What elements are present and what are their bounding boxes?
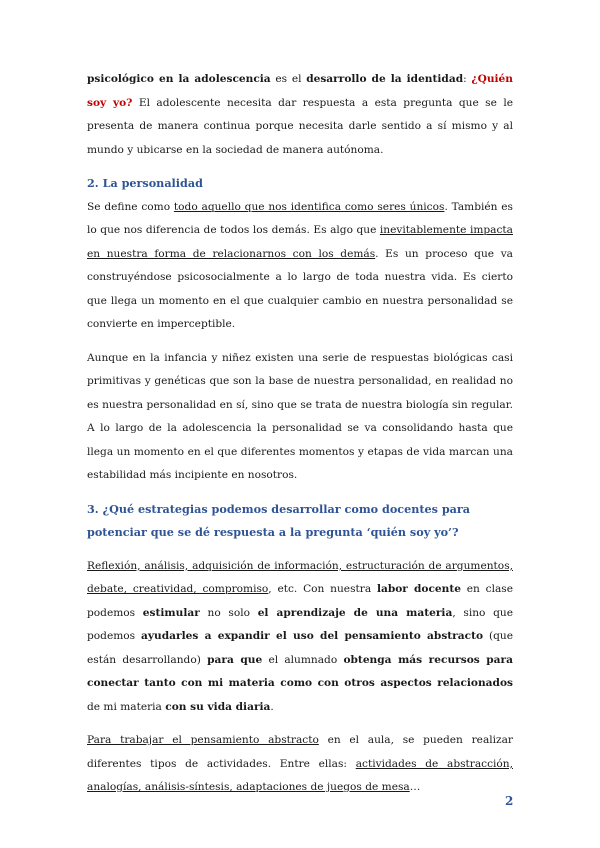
- bold-phrase: desarrollo de la identidad: [306, 73, 464, 85]
- underlined-phrase: actividades de abstracción, analogías, análisis-síntesis, adaptaciones de juegos de mesa: [87, 757, 513, 793]
- bold-phrase: psicológico en la adolescencia: [87, 73, 271, 85]
- heading-strategies: 3. ¿Qué estrategias podemos desarrollar como docentes para potenciar que se dé respuesta a la pregunta ‘quién soy yo’?: [87, 501, 471, 539]
- page-number: 2: [505, 794, 514, 808]
- underlined-phrase: inevitablemente impacta en nuestra forma de relacionarnos con los demás: [87, 224, 513, 260]
- underlined-phrase: Para trabajar el pensamiento abstracto: [87, 734, 319, 746]
- paragraph-biology: Aunque en la infancia y niñez existen una serie de respuestas biológicas casi primitivas y genéticas que son la base de nuestra personalidad, en realidad no es nuestra personalidad en sí, sino que se trata de nuestra biología sin regular. A lo largo de la adolescencia la personalidad se va consolidando hasta que llega un momento en el que diferentes momentos y etapas de vida marcan una estabilidad más incipiente en nosotros.: [87, 351, 513, 481]
- underlined-phrase: Reflexión, análisis, adquisición de información, estructuración de argumentos, debate, creatividad, compromiso: [87, 559, 513, 595]
- paragraph-teaching: Reflexión, análisis, adquisición de información, estructuración de argumentos, debate, creatividad, compromiso, etc. Con nuestra labor docente en clase podemos estimular no solo el aprendizaje de una materia, sino que podemos ayudarles a expandir el uso del pensamiento abstracto (que están desarrollando) para que el alumnado obtenga más recursos para conectar tanto con mi materia como con otros aspectos relacionados de mi materia con su vida diaria.: [87, 559, 514, 713]
- paragraph-identity: psicológico en la adolescencia es el desarrollo de la identidad: ¿Quién soy yo? El adolescente necesita dar respuesta a esta pregunta que se le presenta de manera continua porque necesita darle sentido a sí mismo y al mundo y ubicarse en la sociedad de manera autónoma.: [87, 73, 513, 156]
- underlined-phrase: todo aquello que nos identifica como seres únicos: [173, 200, 445, 213]
- heading-personality: 2. La personalidad: [87, 176, 203, 190]
- paragraph-personality-definition: Se define como todo aquello que nos identifica como seres únicos. También es lo que nos diferencia de todos los demás. Es algo que inevitablemente impacta en nuestra forma de relacionarnos con los demás. Es un proceso que va construyéndose psicosocialmente a lo largo de toda nuestra vida. Es cierto que llega un momento en el que cualquier cambio en nuestra personalidad se convierte en imperceptible.: [87, 200, 513, 330]
- question-highlight: ¿Quién soy yo?: [87, 73, 513, 109]
- paragraph-abstract-thinking: Para trabajar el pensamiento abstracto en el aula, se pueden realizar diferentes tipos de actividades. Entre ellas: actividades de abstracción, analogías, análisis-síntesis, adaptaciones de juegos de mesa…: [87, 734, 513, 793]
- page-content: [87, 68, 513, 810]
